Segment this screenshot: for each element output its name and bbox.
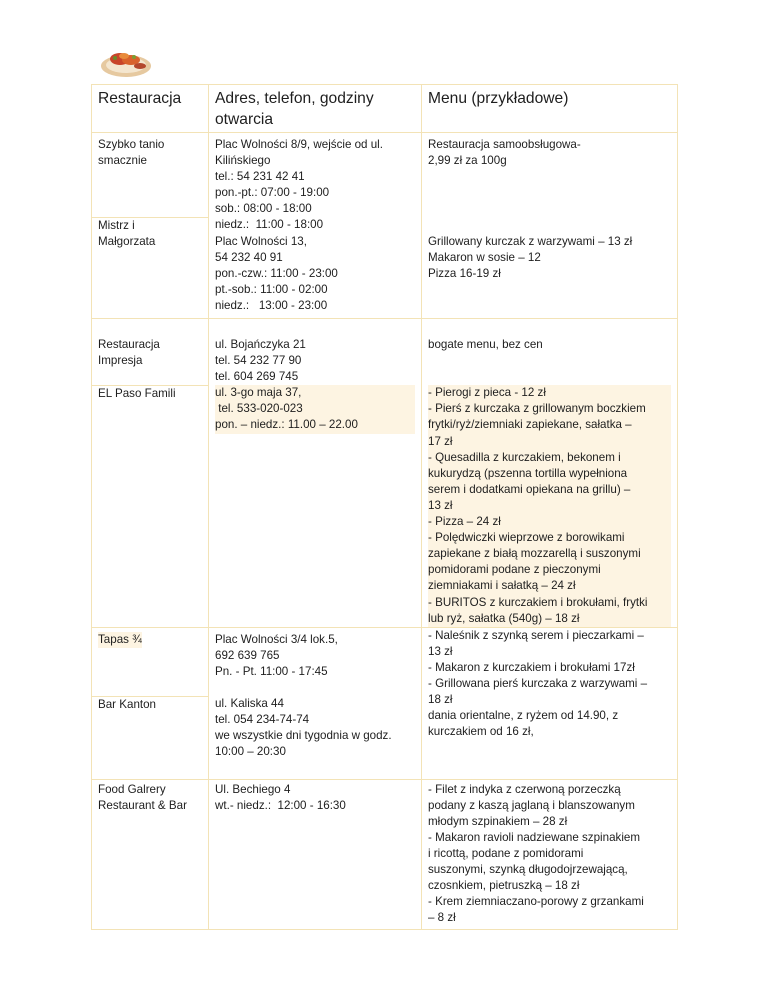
address-line: pon. – niedz.: 11.00 – 22.00: [215, 417, 415, 433]
menu-line: pomidorami podane z pieczonymi: [428, 562, 671, 578]
restaurant-name: Małgorzata: [98, 235, 156, 249]
address-line: niedz.: 13:00 - 23:00: [215, 298, 328, 312]
menu-line: serem i dodatkami opiekana na grillu) –: [428, 482, 671, 498]
menu-line: i ricottą, podane z pomidorami: [428, 847, 584, 861]
restaurant-name: Restauracja: [98, 338, 160, 351]
menu-line: ziemniakami i sałatką – 24 zł: [428, 578, 671, 594]
menu-line: lub ryż, sałatka (540g) – 18 zł: [428, 611, 671, 627]
address-line: pon.-czw.: 11:00 - 23:00: [215, 266, 338, 280]
restaurant-name: EL Paso Famili: [98, 387, 176, 401]
address-line: tel.: 54 231 42 41: [215, 170, 305, 184]
food-plate-icon: [100, 44, 152, 78]
menu-line: suszonymi, szynką długodojrzewającą,: [428, 863, 628, 877]
restaurant-name-cell: [92, 696, 209, 779]
menu-line: Restauracja samoobsługowa-: [428, 138, 581, 151]
address-line: sob.: 08:00 - 18:00: [215, 202, 312, 216]
menu-line: 2,99 zł za 100g: [428, 154, 507, 168]
address-cell: [209, 319, 422, 628]
menu-line: - Pierś z kurczaka z grillowanym boczkiem: [428, 401, 671, 417]
menu-line: - Krem ziemniaczano-porowy z grzankami: [428, 895, 644, 909]
header-restaurant: Restauracja: [92, 85, 209, 133]
menu-line: - Grillowana pierś kurczaka z warzywami –: [428, 676, 648, 690]
address-line: Ul. Bechiego 4: [215, 782, 291, 796]
table-row: [92, 779, 678, 929]
menu-cell: [422, 627, 678, 779]
restaurant-name: Impresja: [98, 354, 143, 368]
address-line: Kilińskiego: [215, 154, 271, 168]
menu-line: czosnkiem, pietruszką – 18 zł: [428, 879, 580, 893]
address-line: ul. 3-go maja 37,: [215, 385, 415, 401]
address-line: 692 639 765: [215, 648, 280, 662]
menu-line: 17 zł: [428, 434, 671, 450]
address-line: Plac Wolności 3/4 lok.5,: [215, 632, 338, 646]
address-line: Plac Wolności 13,: [215, 234, 307, 248]
address-line: pon.-pt.: 07:00 - 19:00: [215, 186, 330, 200]
address-line: tel. 54 232 77 90: [215, 354, 302, 368]
menu-line: - Pizza – 24 zł: [428, 514, 671, 530]
restaurant-name: smacznie: [98, 154, 147, 168]
restaurant-name: Bar Kanton: [98, 697, 157, 711]
menu-line: - Filet z indyka z czerwoną porzeczką: [428, 782, 621, 796]
menu-line: - BURITOS z kurczakiem i brokułami, frytki: [428, 595, 671, 611]
restaurant-name-cell: [92, 627, 209, 696]
menu-line: - Naleśnik z szynką serem i pieczarkami –: [428, 628, 644, 642]
restaurant-name: Food Galrery: [98, 782, 166, 796]
menu-line: - Makaron z kurczakiem i brokułami 17zł: [428, 660, 635, 674]
menu-line: – 8 zł: [428, 911, 456, 925]
table-row: [92, 319, 678, 386]
menu-line: 13 zł: [428, 498, 671, 514]
menu-line: 18 zł: [428, 693, 453, 707]
restaurant-name-cell: [92, 386, 209, 628]
restaurant-name-cell: [92, 133, 209, 218]
menu-line: młodym szpinakiem – 28 zł: [428, 814, 568, 828]
address-cell: [209, 133, 422, 319]
address-cell: [209, 779, 422, 929]
address-line: tel. 533-020-023: [215, 401, 415, 417]
address-line: Pn. - Pt. 11:00 - 17:45: [215, 664, 328, 678]
menu-line: kukurydzą (pszenna tortilla wypełniona: [428, 466, 671, 482]
menu-cell: [422, 779, 678, 929]
address-line: niedz.: 11:00 - 18:00: [215, 218, 324, 232]
table-row: [92, 133, 678, 218]
restaurant-name: Szybko tanio: [98, 138, 165, 151]
menu-line: - Pierogi z pieca - 12 zł: [428, 385, 671, 401]
menu-line: - Makaron ravioli nadziewane szpinakiem: [428, 830, 641, 844]
menu-line: - Quesadilla z kurczakiem, bekonem i: [428, 450, 671, 466]
address-line: pt.-sob.: 11:00 - 02:00: [215, 282, 328, 296]
restaurant-name-cell: [92, 218, 209, 319]
menu-line: Pizza 16-19 zł: [428, 266, 501, 280]
address-line: ul. Kaliska 44: [215, 697, 284, 711]
restaurant-name-cell: [92, 319, 209, 386]
menu-cell: [422, 133, 678, 319]
address-line: ul. Bojańczyka 21: [215, 338, 306, 351]
table-row: [92, 627, 678, 696]
address-line: 54 232 40 91: [215, 250, 283, 264]
menu-line: frytki/ryż/ziemniaki zapiekane, sałatka –: [428, 417, 671, 433]
menu-line: zapiekane z białą mozzarellą i suszonymi: [428, 546, 671, 562]
menu-line: podany z kaszą jaglaną i blanszowanym: [428, 798, 635, 812]
address-line: wt.- niedz.: 12:00 - 16:30: [215, 798, 346, 812]
table-header-row: [92, 85, 678, 133]
menu-line: Grillowany kurczak z warzywami – 13 zł: [428, 234, 633, 248]
address-cell: [209, 627, 422, 779]
header-address: Adres, telefon, godziny otwarcia: [209, 85, 422, 133]
menu-line: 13 zł: [428, 644, 453, 658]
menu-line: Makaron w sosie – 12: [428, 250, 541, 264]
address-line: tel. 604 269 745: [215, 370, 299, 384]
menu-cell: [422, 319, 678, 628]
restaurant-name: Mistrz i: [98, 219, 135, 232]
header-menu: Menu (przykładowe): [422, 85, 678, 133]
restaurant-name-cell: [92, 779, 209, 929]
restaurant-table: [91, 84, 678, 930]
restaurant-name: Tapas ¾: [98, 632, 142, 648]
address-line: we wszystkie dni tygodnia w godz.: [215, 729, 392, 743]
address-line: tel. 054 234-74-74: [215, 713, 310, 727]
menu-line: kurczakiem od 16 zł,: [428, 725, 534, 739]
address-line: 10:00 – 20:30: [215, 745, 286, 759]
menu-line: - Polędwiczki wieprzowe z borowikami: [428, 530, 671, 546]
menu-line: bogate menu, bez cen: [428, 338, 543, 351]
restaurant-name: Restaurant & Bar: [98, 798, 187, 812]
address-line: Plac Wolności 8/9, wejście od ul.: [215, 138, 383, 151]
menu-line: dania orientalne, z ryżem od 14.90, z: [428, 709, 619, 723]
